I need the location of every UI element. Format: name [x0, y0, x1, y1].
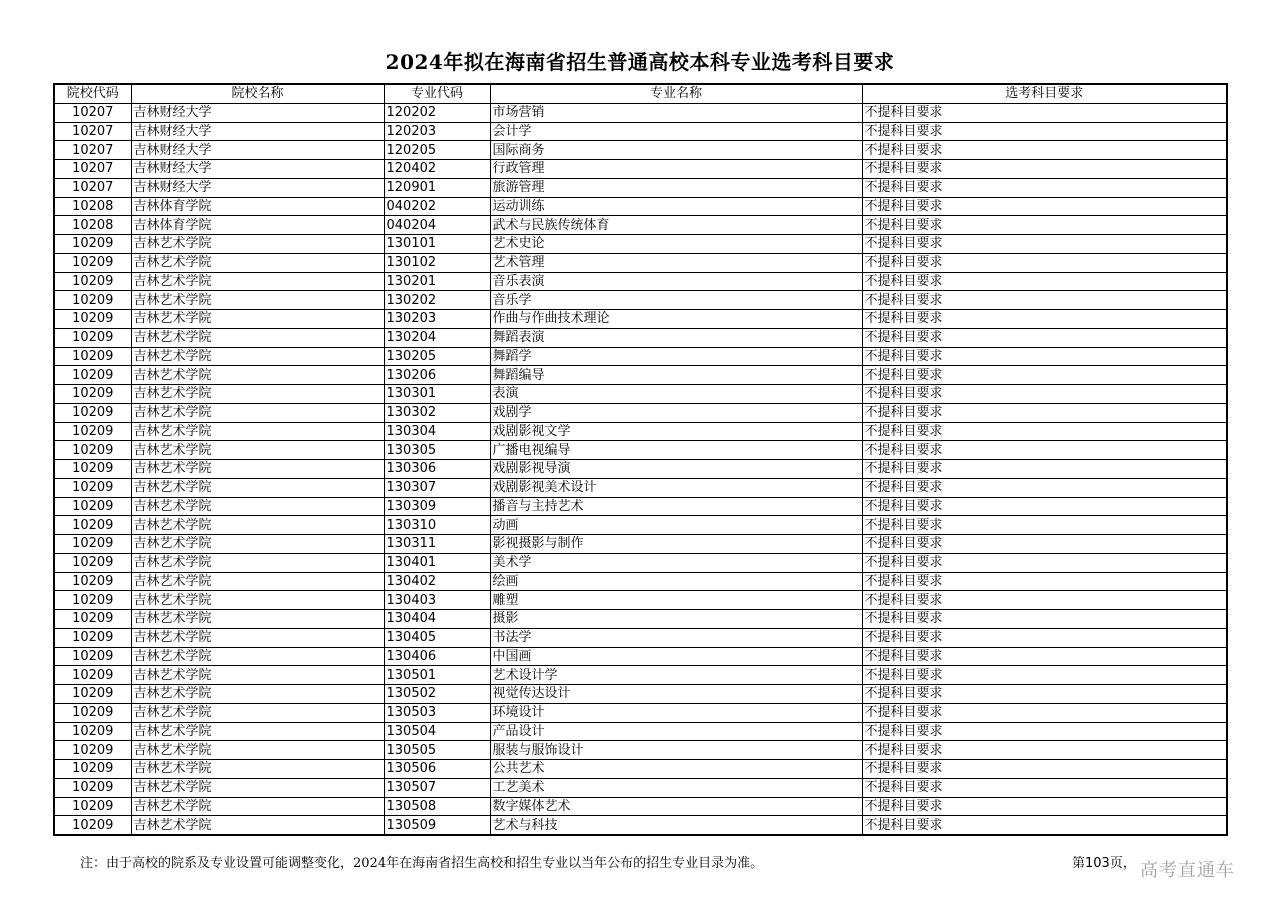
table-cell: 130502 [384, 685, 490, 704]
table-cell: 10209 [54, 478, 131, 497]
table-cell: 吉林艺术学院 [131, 535, 384, 554]
table-cell: 不提科目要求 [862, 441, 1227, 460]
table-cell: 不提科目要求 [862, 572, 1227, 591]
table-row [54, 685, 1227, 704]
table-cell: 不提科目要求 [862, 703, 1227, 722]
table-cell: 10209 [54, 535, 131, 554]
table-cell: 吉林财经大学 [131, 160, 384, 179]
table-cell: 不提科目要求 [862, 103, 1227, 122]
table-cell: 艺术管理 [490, 253, 862, 272]
table-cell: 不提科目要求 [862, 741, 1227, 760]
table-cell: 不提科目要求 [862, 216, 1227, 235]
table-cell: 视觉传达设计 [490, 685, 862, 704]
table-cell: 120205 [384, 141, 490, 160]
table-cell: 吉林艺术学院 [131, 685, 384, 704]
table-cell: 吉林艺术学院 [131, 703, 384, 722]
table-cell: 不提科目要求 [862, 516, 1227, 535]
table-row [54, 403, 1227, 422]
table-cell: 不提科目要求 [862, 253, 1227, 272]
table-header [54, 84, 1227, 103]
table-cell: 不提科目要求 [862, 797, 1227, 816]
table-cell: 130102 [384, 253, 490, 272]
table-cell: 吉林艺术学院 [131, 553, 384, 572]
table-cell: 工艺美术 [490, 778, 862, 797]
table-cell: 10209 [54, 253, 131, 272]
table-cell: 130509 [384, 816, 490, 835]
table-cell: 10209 [54, 666, 131, 685]
table-cell: 10209 [54, 685, 131, 704]
table-row [54, 272, 1227, 291]
table-cell: 10207 [54, 141, 131, 160]
table-cell: 10209 [54, 741, 131, 760]
table-cell: 不提科目要求 [862, 722, 1227, 741]
table-cell: 10209 [54, 610, 131, 629]
table-cell: 运动训练 [490, 197, 862, 216]
table-cell: 中国画 [490, 647, 862, 666]
column-header: 专业代码 [384, 84, 490, 103]
table-cell: 不提科目要求 [862, 535, 1227, 554]
table-cell: 10209 [54, 272, 131, 291]
table-cell: 吉林艺术学院 [131, 385, 384, 404]
table-cell: 戏剧影视导演 [490, 460, 862, 479]
table-cell: 吉林艺术学院 [131, 516, 384, 535]
table-cell: 130304 [384, 422, 490, 441]
table-cell: 不提科目要求 [862, 816, 1227, 835]
table-cell: 吉林艺术学院 [131, 760, 384, 779]
table-cell: 不提科目要求 [862, 422, 1227, 441]
table-cell: 吉林艺术学院 [131, 591, 384, 610]
table-cell: 吉林艺术学院 [131, 347, 384, 366]
table-cell: 吉林艺术学院 [131, 422, 384, 441]
table-cell: 10209 [54, 647, 131, 666]
table-cell: 120402 [384, 160, 490, 179]
table-cell: 戏剧影视文学 [490, 422, 862, 441]
table-cell: 吉林艺术学院 [131, 647, 384, 666]
table-cell: 130403 [384, 591, 490, 610]
document-title: 2024年拟在海南省招生普通高校本科专业选考科目要求 [385, 50, 895, 74]
table-cell: 音乐学 [490, 291, 862, 310]
table-row [54, 553, 1227, 572]
table-cell: 吉林艺术学院 [131, 403, 384, 422]
table-cell: 10209 [54, 235, 131, 254]
table-cell: 10208 [54, 197, 131, 216]
table-row [54, 741, 1227, 760]
table-row [54, 591, 1227, 610]
table-cell: 10209 [54, 310, 131, 329]
table-cell: 不提科目要求 [862, 647, 1227, 666]
table-cell: 武术与民族传统体育 [490, 216, 862, 235]
table-cell: 不提科目要求 [862, 178, 1227, 197]
table-cell: 10209 [54, 797, 131, 816]
table-cell: 不提科目要求 [862, 610, 1227, 629]
table-cell: 130301 [384, 385, 490, 404]
table-row [54, 460, 1227, 479]
table-cell: 产品设计 [490, 722, 862, 741]
table-cell: 吉林艺术学院 [131, 272, 384, 291]
table-cell: 作曲与作曲技术理论 [490, 310, 862, 329]
table-cell: 吉林艺术学院 [131, 253, 384, 272]
table-cell: 10209 [54, 816, 131, 835]
column-header: 选考科目要求 [862, 84, 1227, 103]
table-cell: 吉林艺术学院 [131, 572, 384, 591]
table-cell: 不提科目要求 [862, 197, 1227, 216]
table-cell: 130404 [384, 610, 490, 629]
table-cell: 130507 [384, 778, 490, 797]
table-cell: 不提科目要求 [862, 328, 1227, 347]
table-cell: 10209 [54, 460, 131, 479]
table-cell: 摄影 [490, 610, 862, 629]
table-cell: 不提科目要求 [862, 347, 1227, 366]
table-cell: 书法学 [490, 628, 862, 647]
table-cell: 10209 [54, 291, 131, 310]
table-row [54, 516, 1227, 535]
table-cell: 舞蹈表演 [490, 328, 862, 347]
table-cell: 130305 [384, 441, 490, 460]
table-cell: 130405 [384, 628, 490, 647]
table-cell: 130306 [384, 460, 490, 479]
table-cell: 吉林财经大学 [131, 141, 384, 160]
table-row [54, 122, 1227, 141]
table-cell: 动画 [490, 516, 862, 535]
table-cell: 不提科目要求 [862, 272, 1227, 291]
table-cell: 130202 [384, 291, 490, 310]
table-row [54, 572, 1227, 591]
table-cell: 不提科目要求 [862, 666, 1227, 685]
table-cell: 10209 [54, 591, 131, 610]
table-row [54, 535, 1227, 554]
table-row [54, 385, 1227, 404]
watermark-text: 高考直通车 [1140, 860, 1235, 881]
table-cell: 10209 [54, 760, 131, 779]
table-cell: 10209 [54, 703, 131, 722]
table-row [54, 366, 1227, 385]
table-row [54, 703, 1227, 722]
table-cell: 10207 [54, 103, 131, 122]
table-cell: 不提科目要求 [862, 385, 1227, 404]
table-cell: 吉林体育学院 [131, 216, 384, 235]
table-cell: 10209 [54, 722, 131, 741]
table-cell: 吉林财经大学 [131, 103, 384, 122]
table-cell: 10209 [54, 422, 131, 441]
table-row [54, 628, 1227, 647]
table-cell: 10209 [54, 441, 131, 460]
table-cell: 表演 [490, 385, 862, 404]
table-cell: 吉林艺术学院 [131, 741, 384, 760]
table-cell: 雕塑 [490, 591, 862, 610]
table-cell: 130201 [384, 272, 490, 291]
table-cell: 不提科目要求 [862, 760, 1227, 779]
table-cell: 130406 [384, 647, 490, 666]
table-row [54, 216, 1227, 235]
table-row [54, 778, 1227, 797]
table-row [54, 141, 1227, 160]
table-cell: 不提科目要求 [862, 235, 1227, 254]
table-cell: 不提科目要求 [862, 478, 1227, 497]
table-cell: 吉林艺术学院 [131, 441, 384, 460]
table-cell: 广播电视编导 [490, 441, 862, 460]
table-cell: 播音与主持艺术 [490, 497, 862, 516]
table-cell: 不提科目要求 [862, 497, 1227, 516]
table-cell: 服装与服饰设计 [490, 741, 862, 760]
table-cell: 吉林艺术学院 [131, 478, 384, 497]
table-row [54, 310, 1227, 329]
header-row [54, 84, 1227, 103]
table-cell: 吉林艺术学院 [131, 497, 384, 516]
table-cell: 环境设计 [490, 703, 862, 722]
table-cell: 10207 [54, 178, 131, 197]
table-cell: 130307 [384, 478, 490, 497]
table-cell: 戏剧学 [490, 403, 862, 422]
table-cell: 舞蹈学 [490, 347, 862, 366]
table-cell: 130504 [384, 722, 490, 741]
table-cell: 不提科目要求 [862, 778, 1227, 797]
column-header: 院校代码 [54, 84, 131, 103]
table-row [54, 497, 1227, 516]
table-cell: 130402 [384, 572, 490, 591]
table-cell: 吉林艺术学院 [131, 235, 384, 254]
table-cell: 10208 [54, 216, 131, 235]
table-cell: 130101 [384, 235, 490, 254]
footnote: 注：由于高校的院系及专业设置可能调整变化，2024年在海南省招生高校和招生专业以当年公布的招生专业目录为准。 [80, 856, 764, 871]
table-cell: 10209 [54, 497, 131, 516]
table-cell: 10209 [54, 553, 131, 572]
table-cell: 吉林艺术学院 [131, 460, 384, 479]
table-cell: 不提科目要求 [862, 366, 1227, 385]
table-row [54, 103, 1227, 122]
table-cell: 吉林体育学院 [131, 197, 384, 216]
table-cell: 130506 [384, 760, 490, 779]
column-header: 院校名称 [131, 84, 384, 103]
table-cell: 吉林艺术学院 [131, 610, 384, 629]
table-cell: 舞蹈编导 [490, 366, 862, 385]
table-cell: 10209 [54, 516, 131, 535]
table-cell: 10207 [54, 122, 131, 141]
table-cell: 吉林艺术学院 [131, 366, 384, 385]
table-cell: 10209 [54, 385, 131, 404]
table-cell: 120202 [384, 103, 490, 122]
table-cell: 国际商务 [490, 141, 862, 160]
table-cell: 130505 [384, 741, 490, 760]
page-number: 第103页， [1072, 856, 1136, 871]
table-cell: 不提科目要求 [862, 141, 1227, 160]
table-cell: 吉林艺术学院 [131, 291, 384, 310]
table-cell: 130501 [384, 666, 490, 685]
table-cell: 130401 [384, 553, 490, 572]
table-cell: 艺术史论 [490, 235, 862, 254]
table-cell: 10207 [54, 160, 131, 179]
table-cell: 10209 [54, 572, 131, 591]
table-cell: 不提科目要求 [862, 591, 1227, 610]
table-cell: 吉林艺术学院 [131, 816, 384, 835]
table-cell: 10209 [54, 403, 131, 422]
table-cell: 吉林艺术学院 [131, 328, 384, 347]
table-cell: 艺术与科技 [490, 816, 862, 835]
table-cell: 吉林财经大学 [131, 178, 384, 197]
table-cell: 公共艺术 [490, 760, 862, 779]
table-row [54, 291, 1227, 310]
table-cell: 不提科目要求 [862, 685, 1227, 704]
table-cell: 市场营销 [490, 103, 862, 122]
table-row [54, 441, 1227, 460]
table-cell: 不提科目要求 [862, 291, 1227, 310]
table-cell: 美术学 [490, 553, 862, 572]
table-cell: 130309 [384, 497, 490, 516]
requirements-table [53, 83, 1228, 836]
table-cell: 130302 [384, 403, 490, 422]
table-cell: 音乐表演 [490, 272, 862, 291]
table-cell: 040204 [384, 216, 490, 235]
table-cell: 130311 [384, 535, 490, 554]
table-cell: 130203 [384, 310, 490, 329]
table-cell: 10209 [54, 366, 131, 385]
table-cell: 吉林艺术学院 [131, 778, 384, 797]
table-cell: 吉林财经大学 [131, 122, 384, 141]
table-row [54, 422, 1227, 441]
table-cell: 吉林艺术学院 [131, 310, 384, 329]
column-header: 专业名称 [490, 84, 862, 103]
table-cell: 120901 [384, 178, 490, 197]
table-cell: 130206 [384, 366, 490, 385]
table-cell: 10209 [54, 328, 131, 347]
table-row [54, 197, 1227, 216]
table-cell: 130503 [384, 703, 490, 722]
table-cell: 吉林艺术学院 [131, 797, 384, 816]
table-cell: 10209 [54, 778, 131, 797]
table-cell: 130310 [384, 516, 490, 535]
table-cell: 不提科目要求 [862, 628, 1227, 647]
table-row [54, 760, 1227, 779]
table-cell: 数字媒体艺术 [490, 797, 862, 816]
table-row [54, 160, 1227, 179]
table-cell: 绘画 [490, 572, 862, 591]
table-cell: 不提科目要求 [862, 553, 1227, 572]
table-cell: 10209 [54, 628, 131, 647]
table-cell: 不提科目要求 [862, 310, 1227, 329]
table-cell: 120203 [384, 122, 490, 141]
table-row [54, 253, 1227, 272]
table-cell: 艺术设计学 [490, 666, 862, 685]
table-row [54, 666, 1227, 685]
table-cell: 040202 [384, 197, 490, 216]
table-cell: 不提科目要求 [862, 403, 1227, 422]
table-cell: 吉林艺术学院 [131, 666, 384, 685]
table-cell: 戏剧影视美术设计 [490, 478, 862, 497]
table-cell: 10209 [54, 347, 131, 366]
table-row [54, 647, 1227, 666]
table-cell: 吉林艺术学院 [131, 628, 384, 647]
table-cell: 不提科目要求 [862, 122, 1227, 141]
table-cell: 不提科目要求 [862, 160, 1227, 179]
table-cell: 吉林艺术学院 [131, 722, 384, 741]
table-cell: 130205 [384, 347, 490, 366]
table-row [54, 610, 1227, 629]
table-cell: 行政管理 [490, 160, 862, 179]
table-row [54, 347, 1227, 366]
table-body [54, 103, 1227, 835]
table-row [54, 235, 1227, 254]
table-row [54, 722, 1227, 741]
table-cell: 旅游管理 [490, 178, 862, 197]
table-row [54, 816, 1227, 835]
table-cell: 不提科目要求 [862, 460, 1227, 479]
table-cell: 130204 [384, 328, 490, 347]
table-cell: 130508 [384, 797, 490, 816]
table-row [54, 328, 1227, 347]
table-cell: 影视摄影与制作 [490, 535, 862, 554]
table-row [54, 178, 1227, 197]
table-cell: 会计学 [490, 122, 862, 141]
table-row [54, 478, 1227, 497]
table-row [54, 797, 1227, 816]
